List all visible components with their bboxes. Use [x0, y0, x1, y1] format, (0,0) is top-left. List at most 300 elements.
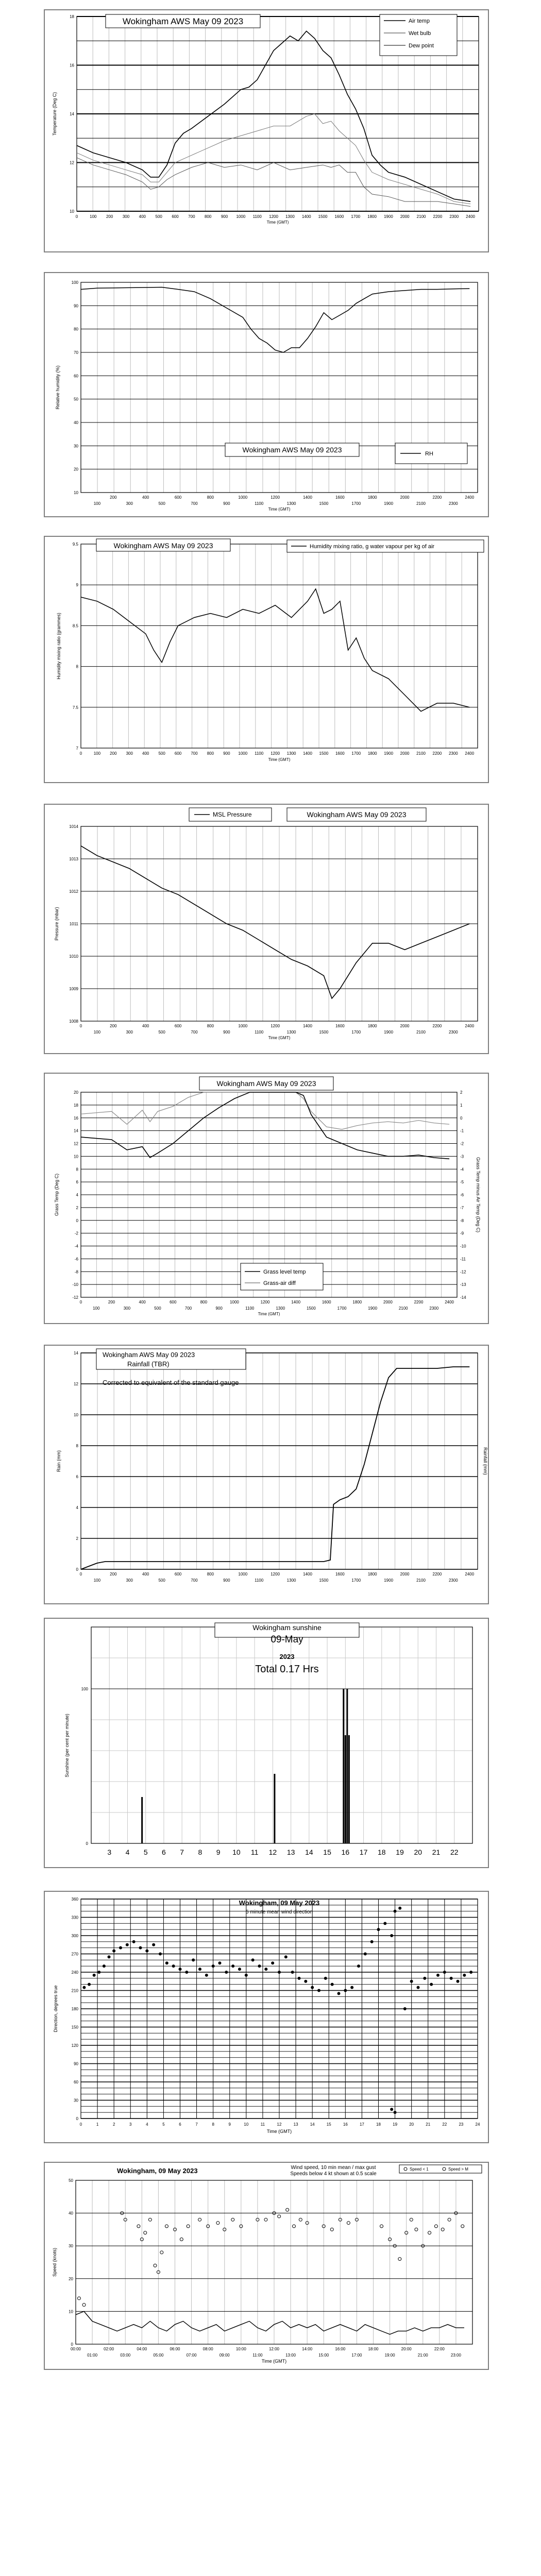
- temp-xtick: 2300: [449, 214, 459, 219]
- wind-gust-point: [77, 2297, 80, 2300]
- wind-direction-point: [410, 1980, 413, 1983]
- grass-xtick-bottom: 1900: [368, 1306, 378, 1311]
- wind-direction-point: [192, 1958, 195, 1961]
- sunshine-bar: [345, 1735, 346, 1843]
- wind-direction-point: [139, 1946, 142, 1950]
- press-ytick: 1010: [69, 954, 78, 959]
- rh-xtick-top: 2400: [465, 495, 475, 500]
- wind-gust-point: [148, 2218, 151, 2221]
- wdir-xtick: 21: [426, 2122, 431, 2127]
- sun-xtick: 12: [268, 1848, 277, 1856]
- rh-title: Wokingham AWS May 09 2023: [242, 446, 342, 454]
- rh-xtick-bottom: 1500: [319, 501, 329, 506]
- wind-direction-point: [390, 1934, 393, 1937]
- grass-ytick: 8: [76, 1167, 78, 1172]
- wind-direction-point: [112, 1950, 115, 1953]
- wind-direction-point: [324, 1977, 327, 1980]
- rh-xtick-top: 2200: [432, 495, 442, 500]
- wind-direction-point: [463, 1974, 466, 1977]
- press-xtick-top: 400: [142, 1024, 149, 1028]
- wind-direction-point: [350, 1986, 353, 1989]
- press-ytick: 1011: [69, 922, 78, 926]
- rain-ytick: 4: [76, 1505, 78, 1510]
- temp-xtick: 1300: [285, 214, 295, 219]
- wind-direction-point: [97, 1971, 100, 1974]
- wdir-ytick: 330: [71, 1915, 78, 1920]
- sun-ytick: 100: [81, 1687, 88, 1691]
- temp-xtick: 2000: [400, 214, 410, 219]
- wspd-xtick-top: 18:00: [368, 2347, 379, 2351]
- rh-xtick-top: 800: [207, 495, 214, 500]
- mix-ylabel: Humidity mixing ratio (grammes): [56, 613, 61, 680]
- wind-direction-point: [450, 1977, 453, 1980]
- mix-xtick: 0: [79, 751, 82, 756]
- grass-xtick-top: 1600: [322, 1300, 331, 1304]
- wspd-ytick: 0: [71, 2342, 73, 2347]
- wind-direction-point: [377, 1928, 380, 1931]
- wdir-ytick: 150: [71, 2025, 78, 2030]
- sun-subtitle: 09-May: [270, 1634, 303, 1645]
- dew-point-line: [77, 158, 470, 207]
- grass-ytick: 10: [74, 1154, 78, 1159]
- rh-ylabel: Relative humidity (%): [55, 365, 60, 410]
- wspd-legend-entry: Speed > M: [448, 2167, 468, 2172]
- wind-gust-point: [187, 2225, 190, 2228]
- wdir-ytick: 360: [71, 1897, 78, 1902]
- wind-gust-point: [434, 2225, 437, 2228]
- grass-ytick: -2: [74, 1231, 78, 1236]
- mix-xtick: 1400: [303, 751, 312, 756]
- wdir-xtick: 17: [359, 2122, 364, 2127]
- temp-xtick: 400: [139, 214, 146, 219]
- wind-gust-point: [144, 2231, 147, 2234]
- wdir-xtick: 11: [260, 2122, 265, 2127]
- mix-xtick: 400: [142, 751, 149, 756]
- press-xtick-top: 200: [110, 1024, 117, 1028]
- wdir-ytick: 90: [74, 2061, 78, 2066]
- grass-ytick-right: 1: [460, 1103, 463, 1108]
- temp-xtick: 1400: [301, 214, 311, 219]
- mix-xtick: 2000: [400, 751, 410, 756]
- temp-xtick: 2100: [416, 214, 426, 219]
- wind-direction-point: [198, 1968, 201, 1971]
- grass-ytick-right: -4: [460, 1167, 464, 1172]
- mix-xtick: 1300: [286, 751, 296, 756]
- rain-xtick-top: 200: [110, 1572, 117, 1577]
- press-xtick-top: 800: [207, 1024, 214, 1028]
- wdir-xtick: 2: [112, 2122, 115, 2127]
- mix-xtick: 1600: [335, 751, 345, 756]
- chart-svg-8: [45, 2163, 488, 2369]
- wind-gust-point: [160, 2251, 163, 2254]
- wind-direction-point: [337, 1992, 341, 1995]
- wdir-xtick: 19: [393, 2122, 398, 2127]
- rain-ytick: 6: [76, 1475, 78, 1479]
- rh-xtick-top: 200: [110, 495, 117, 500]
- wdir-xtick: 15: [326, 2122, 331, 2127]
- press-xtick-bottom: 1500: [319, 1030, 329, 1035]
- rh-line: [81, 287, 469, 353]
- wind-gust-point: [380, 2225, 383, 2228]
- rh-xtick-bottom: 1100: [255, 501, 264, 506]
- wdir-xtick: 1: [96, 2122, 99, 2127]
- grass-ytick-right: -1: [460, 1128, 464, 1133]
- pressure-line: [81, 846, 469, 998]
- wspd-ytick: 10: [69, 2309, 73, 2314]
- wind-gust-point: [448, 2218, 451, 2221]
- grass-ytick-right: -11: [460, 1257, 466, 1262]
- wdir-xtick: 10: [244, 2122, 249, 2127]
- mix-xtick: 1500: [319, 751, 329, 756]
- rain-xtick-bottom: 100: [93, 1578, 101, 1583]
- wind-gust-point: [415, 2228, 418, 2231]
- wdir-ytick: 60: [74, 2080, 78, 2084]
- wind-gust-point: [461, 2225, 464, 2228]
- wspd-annotation: Speeds below 4 kt shown at 0.5 scale: [290, 2171, 377, 2177]
- grass-xtick-top: 400: [139, 1300, 146, 1304]
- mix-xtick: 2100: [416, 751, 426, 756]
- mix-xtick: 1100: [255, 751, 264, 756]
- grass-ytick: -6: [74, 1257, 78, 1262]
- sun-xtick: 7: [180, 1848, 184, 1856]
- wind-direction-point: [108, 1955, 111, 1958]
- rh-xtick-bottom: 300: [126, 501, 133, 506]
- grass-xtick-bottom: 2100: [398, 1306, 408, 1311]
- wind-direction-point: [364, 1953, 367, 1956]
- wind-gust-point: [198, 2218, 201, 2221]
- rain-xtick-bottom: 700: [191, 1578, 198, 1583]
- temp-xtick: 700: [188, 214, 195, 219]
- mix-ytick: 9: [76, 583, 78, 588]
- press-xtick-bottom: 1100: [255, 1030, 264, 1035]
- wind-direction-low-point: [394, 2111, 397, 2114]
- mix-ytick: 8.5: [72, 623, 78, 629]
- sun-xtick: 3: [107, 1848, 112, 1856]
- press-xtick-bottom: 300: [126, 1030, 133, 1035]
- grass-xtick-top: 1200: [260, 1300, 270, 1304]
- wind-direction-point: [245, 1974, 248, 1977]
- rain-xtick-bottom: 2300: [448, 1578, 458, 1583]
- rh-xtick-bottom: 500: [158, 501, 165, 506]
- wind-gust-point: [347, 2222, 350, 2225]
- wdir-xtick: 0: [79, 2122, 82, 2127]
- wdir-xtick: 3: [129, 2122, 132, 2127]
- mix-xtick: 500: [158, 751, 165, 756]
- press-xtick-bottom: 2100: [416, 1030, 426, 1035]
- wind-gust-point: [428, 2231, 431, 2234]
- wspd-xtick-top: 12:00: [268, 2347, 280, 2351]
- press-xtick-bottom: 1300: [286, 1030, 296, 1035]
- sun-xtick: 20: [414, 1848, 422, 1856]
- wind-direction-point: [317, 1989, 320, 1992]
- wind-direction-point: [251, 1958, 255, 1961]
- mix-ytick: 7: [76, 746, 78, 751]
- wdir-xtick: 18: [376, 2122, 381, 2127]
- rh-xtick-bottom: 1300: [286, 501, 296, 506]
- temp-xtick: 600: [172, 214, 179, 219]
- grass-legend-entry: Grass-air diff: [263, 1280, 296, 1286]
- temperature-chart: [44, 9, 489, 252]
- wind-direction-point: [258, 1964, 261, 1968]
- chart-svg-5: [45, 1346, 488, 1603]
- grass-ytick: -8: [74, 1269, 78, 1275]
- wdir-xtick: 8: [212, 2122, 214, 2127]
- rain-ytick: 14: [74, 1351, 78, 1355]
- wind-gust-point: [286, 2208, 289, 2211]
- mix-xtick: 900: [223, 751, 230, 756]
- mix-xtick: 1700: [351, 751, 361, 756]
- rh-ytick: 10: [74, 490, 78, 495]
- rh-xtick-bottom: 2300: [448, 501, 458, 506]
- rain-ytick: 10: [74, 1413, 78, 1417]
- grass-ytick-right: -2: [460, 1141, 464, 1146]
- grass-ytick-right: -5: [460, 1180, 464, 1185]
- grass-xtick-bottom: 500: [154, 1306, 161, 1311]
- grass-ytick: 18: [74, 1103, 78, 1108]
- press-xtick-bottom: 1700: [351, 1030, 361, 1035]
- grass-ytick: -4: [74, 1244, 78, 1249]
- temp-xtick: 100: [90, 214, 97, 219]
- wdir-subtitle: 5 minute mean wind direction: [245, 1909, 313, 1915]
- wind-mean-line: [76, 2311, 464, 2334]
- wind-gust-point: [82, 2303, 86, 2307]
- mix-title: Wokingham AWS May 09 2023: [113, 541, 213, 550]
- rain-xtick-top: 2000: [400, 1572, 410, 1577]
- wind-direction-point: [423, 1977, 426, 1980]
- temp-xtick: 900: [221, 214, 228, 219]
- chart-svg-7: [45, 1892, 488, 2142]
- rh-xtick-top: 1600: [335, 495, 345, 500]
- wind-direction-point: [311, 1986, 314, 1989]
- wind-direction-point: [159, 1953, 162, 1956]
- wdir-xtick: 13: [293, 2122, 298, 2127]
- rain-ytick: 0: [76, 1567, 78, 1572]
- wspd-xtick-bottom: 17:00: [351, 2353, 362, 2358]
- rh-ytick: 50: [74, 397, 78, 402]
- sun-ylabel: Sunshine (per cent per minute): [64, 1714, 70, 1777]
- wspd-xtick-top: 04:00: [137, 2347, 147, 2351]
- wind-direction-point: [278, 1971, 281, 1974]
- mix-xtick: 2400: [465, 751, 475, 756]
- sun-year: 2023: [279, 1653, 295, 1660]
- rh-xtick-top: 1200: [270, 495, 280, 500]
- temp-xtick: 1100: [252, 214, 262, 219]
- rain-xtick-top: 1800: [367, 1572, 377, 1577]
- rh-xtick-top: 2000: [400, 495, 410, 500]
- chart-svg-6: [45, 1619, 488, 1867]
- press-ytick: 1013: [69, 857, 78, 861]
- wind-direction-point: [344, 1989, 347, 1992]
- grass-xtick-bottom: 1500: [307, 1306, 316, 1311]
- pressure-chart: [44, 804, 489, 1054]
- wind-direction-point: [93, 1974, 96, 1977]
- wdir-xtick: 14: [310, 2122, 315, 2127]
- sun-xtick: 17: [359, 1848, 368, 1856]
- temp-ytick: 18: [70, 14, 74, 19]
- wind-direction-point: [443, 1971, 446, 1974]
- grass-ytick: 12: [74, 1141, 78, 1146]
- grass-xtick-top: 1400: [291, 1300, 301, 1304]
- wspd-xtick-bottom: 11:00: [252, 2353, 263, 2358]
- temp-ytick: 12: [70, 160, 74, 165]
- mix-xtick: 1000: [238, 751, 248, 756]
- rain-xtick-bottom: 2100: [416, 1578, 426, 1583]
- wind-direction-point: [264, 1968, 267, 1971]
- grass-ytick-right: -6: [460, 1193, 464, 1197]
- wdir-title: Wokingham, 09 May 2023: [239, 1899, 320, 1907]
- air-temp-line: [77, 31, 470, 201]
- wind-direction-point: [119, 1946, 122, 1950]
- sunshine-bar: [274, 1774, 275, 1843]
- grass-ytick-right: -9: [460, 1231, 464, 1236]
- wind-direction-point: [126, 1943, 129, 1946]
- rain-xtick-top: 1000: [238, 1572, 248, 1577]
- rain-subtitle: Rainfall (TBR): [127, 1360, 170, 1368]
- wind-direction-point: [212, 1964, 215, 1968]
- rh-xtick-top: 1000: [238, 495, 248, 500]
- grass-ytick-right: -13: [460, 1282, 466, 1287]
- temp-legend-entry: Dew point: [409, 43, 434, 49]
- rainfall-line: [81, 1367, 469, 1569]
- temp-xtick: 1200: [269, 214, 278, 219]
- chart-svg-4: [45, 1074, 488, 1323]
- wspd-xtick-top: 02:00: [104, 2347, 114, 2351]
- grass-xtick-top: 1800: [352, 1300, 362, 1304]
- wind-direction-point: [179, 1968, 182, 1971]
- wind-direction-point: [304, 1980, 307, 1983]
- press-xtick-bottom: 1900: [384, 1030, 394, 1035]
- wspd-legend-entry: Speed < 1: [410, 2167, 429, 2172]
- sun-xtick: 6: [162, 1848, 166, 1856]
- temp-ytick: 10: [70, 209, 74, 214]
- grass-xtick-top: 0: [79, 1300, 82, 1304]
- grass-ytick: 2: [76, 1205, 78, 1210]
- rain-xtick-top: 1600: [335, 1572, 345, 1577]
- temp-xtick: 300: [122, 214, 130, 219]
- rh-xtick-bottom: 700: [191, 501, 198, 506]
- rh-xtick-top: 1800: [367, 495, 377, 500]
- grass-xtick-top: 2200: [414, 1300, 424, 1304]
- sunshine-chart: [44, 1618, 489, 1868]
- wdir-xtick: 24: [475, 2122, 480, 2127]
- sunshine-bar: [346, 1689, 348, 1843]
- grass-title: Wokingham AWS May 09 2023: [216, 1079, 316, 1088]
- rh-xtick-bottom: 900: [223, 501, 230, 506]
- wspd-xtick-bottom: 23:00: [450, 2353, 461, 2358]
- chart-svg-0: [45, 10, 488, 251]
- wspd-xtick-bottom: 03:00: [120, 2353, 131, 2358]
- rh-xtick-top: 400: [142, 495, 149, 500]
- mix-xtick: 700: [191, 751, 198, 756]
- temp-xtick: 200: [106, 214, 113, 219]
- wspd-title: Wokingham, 09 May 2023: [117, 2167, 198, 2175]
- mix-xtick: 1800: [367, 751, 377, 756]
- grass-xtick-bottom: 2300: [429, 1306, 439, 1311]
- wind-speed-chart: [44, 2162, 489, 2370]
- wind-gust-point: [165, 2225, 168, 2228]
- wspd-xtick-top: 22:00: [434, 2347, 445, 2351]
- sun-xtick: 9: [216, 1848, 221, 1856]
- sun-xtick: 21: [432, 1848, 441, 1856]
- sun-xtick: 13: [286, 1848, 295, 1856]
- mix-xtick: 800: [207, 751, 214, 756]
- wind-direction-point: [370, 1940, 374, 1943]
- wind-direction-point: [218, 1961, 222, 1964]
- wdir-xtick: 6: [179, 2122, 181, 2127]
- rain-ytick: 8: [76, 1444, 78, 1448]
- mix-legend-entry: Humidity mixing ratio, g water vapour per kg of air: [310, 544, 435, 550]
- grass-xtick-bottom: 900: [215, 1306, 223, 1311]
- grass-ytick: 4: [76, 1193, 78, 1197]
- grass-ytick-right: -12: [460, 1269, 466, 1275]
- wind-direction-point: [457, 1980, 460, 1983]
- temp-legend-entry: Air temp: [409, 18, 430, 24]
- rain-xtick-top: 600: [174, 1572, 182, 1577]
- wdir-xtick: 23: [459, 2122, 464, 2127]
- rain-ytick: 2: [76, 1536, 78, 1541]
- wind-direction-point: [394, 1910, 397, 1913]
- temp-xtick: 1800: [367, 214, 377, 219]
- grass-ytick: 14: [74, 1128, 78, 1133]
- wind-gust-point: [293, 2225, 296, 2228]
- wind-direction-point: [284, 1955, 288, 1958]
- temp-title: Wokingham AWS May 09 2023: [122, 16, 244, 26]
- temp-xtick: 1600: [334, 214, 344, 219]
- grass-xtick-bottom: 1100: [245, 1306, 255, 1311]
- wspd-subtitle: Wind speed, 10 min mean / max gust: [291, 2165, 376, 2171]
- rh-ytick: 80: [74, 327, 78, 332]
- rh-xtick-top: 600: [174, 495, 182, 500]
- wspd-xtick-top: 20:00: [401, 2347, 412, 2351]
- mix-xtick: 2200: [432, 751, 442, 756]
- rain-xtick-bottom: 300: [126, 1578, 133, 1583]
- wind-direction-point: [271, 1961, 274, 1964]
- wind-direction-point: [205, 1974, 208, 1977]
- rain-xtick-top: 1200: [270, 1572, 280, 1577]
- rain-xtick-bottom: 500: [158, 1578, 165, 1583]
- grass-xtick-top: 1000: [230, 1300, 239, 1304]
- rain-title: Wokingham AWS May 09 2023: [103, 1351, 195, 1359]
- wspd-xtick-bottom: 15:00: [318, 2353, 329, 2358]
- temp-xtick: 1700: [351, 214, 361, 219]
- rh-legend-entry: RH: [425, 451, 433, 457]
- wind-direction-point: [132, 1940, 136, 1943]
- grass-xtick-top: 2000: [383, 1300, 393, 1304]
- mix-xtick: 200: [110, 751, 117, 756]
- temp-ylabel: Temperature (Deg C): [52, 92, 57, 136]
- rh-ytick: 40: [74, 420, 78, 425]
- rh-xlabel: Time (GMT): [268, 507, 291, 512]
- wdir-ytick: 30: [74, 2098, 78, 2103]
- grass-ytick-right: -7: [460, 1205, 464, 1210]
- wind-direction-chart: [44, 1891, 489, 2143]
- wdir-ytick: 180: [71, 2007, 78, 2011]
- grass-xtick-bottom: 300: [123, 1306, 131, 1311]
- wind-direction-point: [291, 1971, 294, 1974]
- chart-svg-1: [45, 273, 488, 516]
- wdir-xlabel: Time (GMT): [266, 2129, 292, 2134]
- rain-ylabel-right: Rainfall (mm): [483, 1447, 488, 1475]
- press-xtick-top: 1000: [238, 1024, 248, 1028]
- wdir-ytick: 240: [71, 1970, 78, 1975]
- sun-xtick: 16: [341, 1848, 350, 1856]
- wspd-xtick-top: 10:00: [235, 2347, 246, 2351]
- press-xlabel: Time (GMT): [268, 1036, 291, 1040]
- mix-xtick: 600: [174, 751, 182, 756]
- wind-gust-point: [410, 2218, 413, 2221]
- temp-xtick: 1500: [318, 214, 328, 219]
- wdir-ylabel: Direction, degrees true: [53, 1985, 58, 2032]
